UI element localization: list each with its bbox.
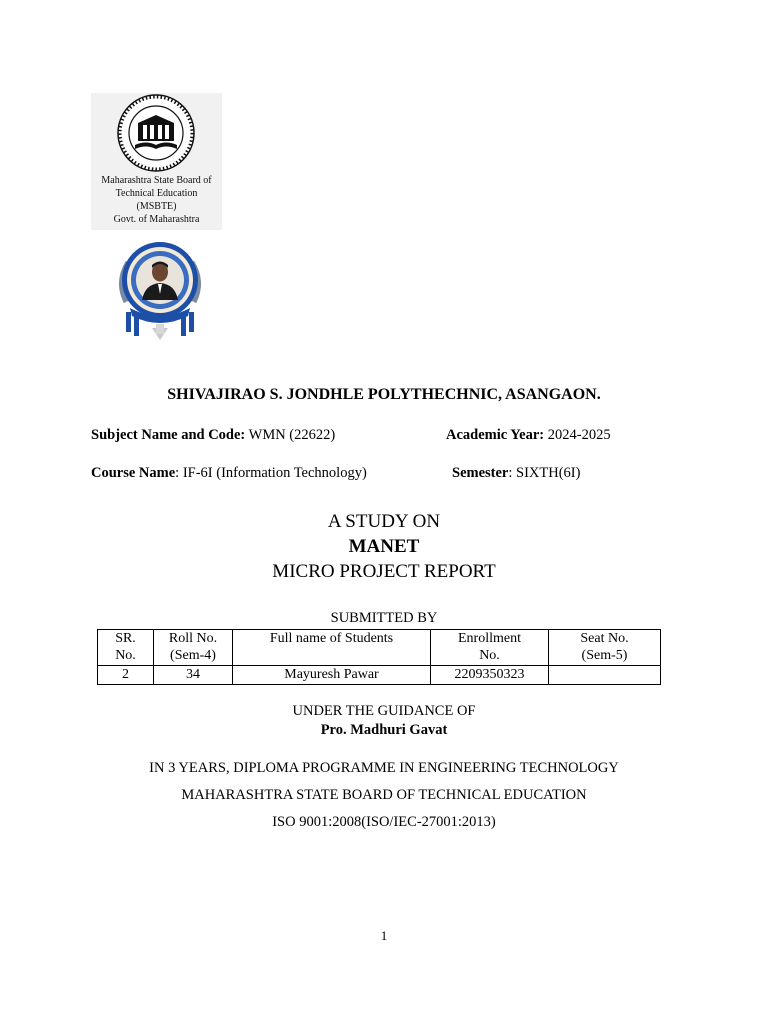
header-sr-no: SR. No.	[98, 630, 154, 666]
college-emblem-icon	[112, 232, 208, 342]
subject-line	[91, 427, 335, 444]
course-line	[91, 465, 367, 482]
semester-label: Semester	[452, 465, 509, 481]
logo-text-line: Technical Education	[115, 188, 198, 199]
subject-label: Subject Name and Code:	[91, 427, 246, 443]
logo-text-line: Maharashtra State Board of	[101, 175, 212, 186]
header-enrollment-no: Enrollment No.	[431, 630, 549, 666]
logo-text-line: Govt. of Maharashtra	[113, 214, 200, 225]
board-line: MAHARASHTRA STATE BOARD OF TECHNICAL EDUCATION	[181, 787, 587, 803]
guide-name: Pro. Madhuri Gavat	[320, 722, 448, 738]
table-header-row	[98, 630, 661, 666]
study-title: A STUDY ON	[327, 511, 441, 532]
subject-value: WMN (22622)	[245, 427, 336, 443]
report-type: MICRO PROJECT REPORT	[272, 561, 496, 582]
header-full-name: Full name of Students	[233, 630, 431, 666]
study-topic: MANET	[348, 536, 420, 557]
institute-name: SHIVAJIRAO S. JONDHLE POLYTHECHNIC, ASANGAON.	[167, 386, 601, 403]
semester-line	[452, 465, 580, 482]
guidance-label: UNDER THE GUIDANCE OF	[292, 703, 476, 719]
logo-text-line: (MSBTE)	[136, 201, 177, 212]
course-label: Course Name	[91, 465, 176, 481]
cell-sr-no: 2	[98, 666, 154, 685]
academic-year-line	[446, 427, 611, 444]
cell-roll-no: 34	[154, 666, 233, 685]
academic-year-label: Academic Year:	[446, 427, 545, 443]
college-emblem	[112, 232, 208, 342]
msbte-seal-icon	[91, 93, 222, 175]
msbte-logo	[91, 93, 222, 230]
iso-line: ISO 9001:2008(ISO/IEC-27001:2013)	[272, 814, 496, 830]
academic-year-value: 2024-2025	[544, 427, 611, 443]
semester-value: : SIXTH(6I)	[508, 465, 581, 481]
cell-student-name: Mayuresh Pawar	[233, 666, 431, 685]
table-row	[98, 666, 661, 685]
submitted-by-label: SUBMITTED BY	[330, 610, 438, 626]
students-table	[97, 629, 661, 685]
page-number: 1	[380, 928, 388, 943]
programme-line: IN 3 YEARS, DIPLOMA PROGRAMME IN ENGINEERING TECHNOLOGY	[149, 760, 619, 776]
cell-enrollment-no: 2209350323	[431, 666, 549, 685]
course-value: : IF-6I (Information Technology)	[175, 465, 367, 481]
header-seat-no: Seat No. (Sem-5)	[549, 630, 661, 666]
header-roll-no: Roll No. (Sem-4)	[154, 630, 233, 666]
cell-seat-no	[549, 666, 661, 685]
